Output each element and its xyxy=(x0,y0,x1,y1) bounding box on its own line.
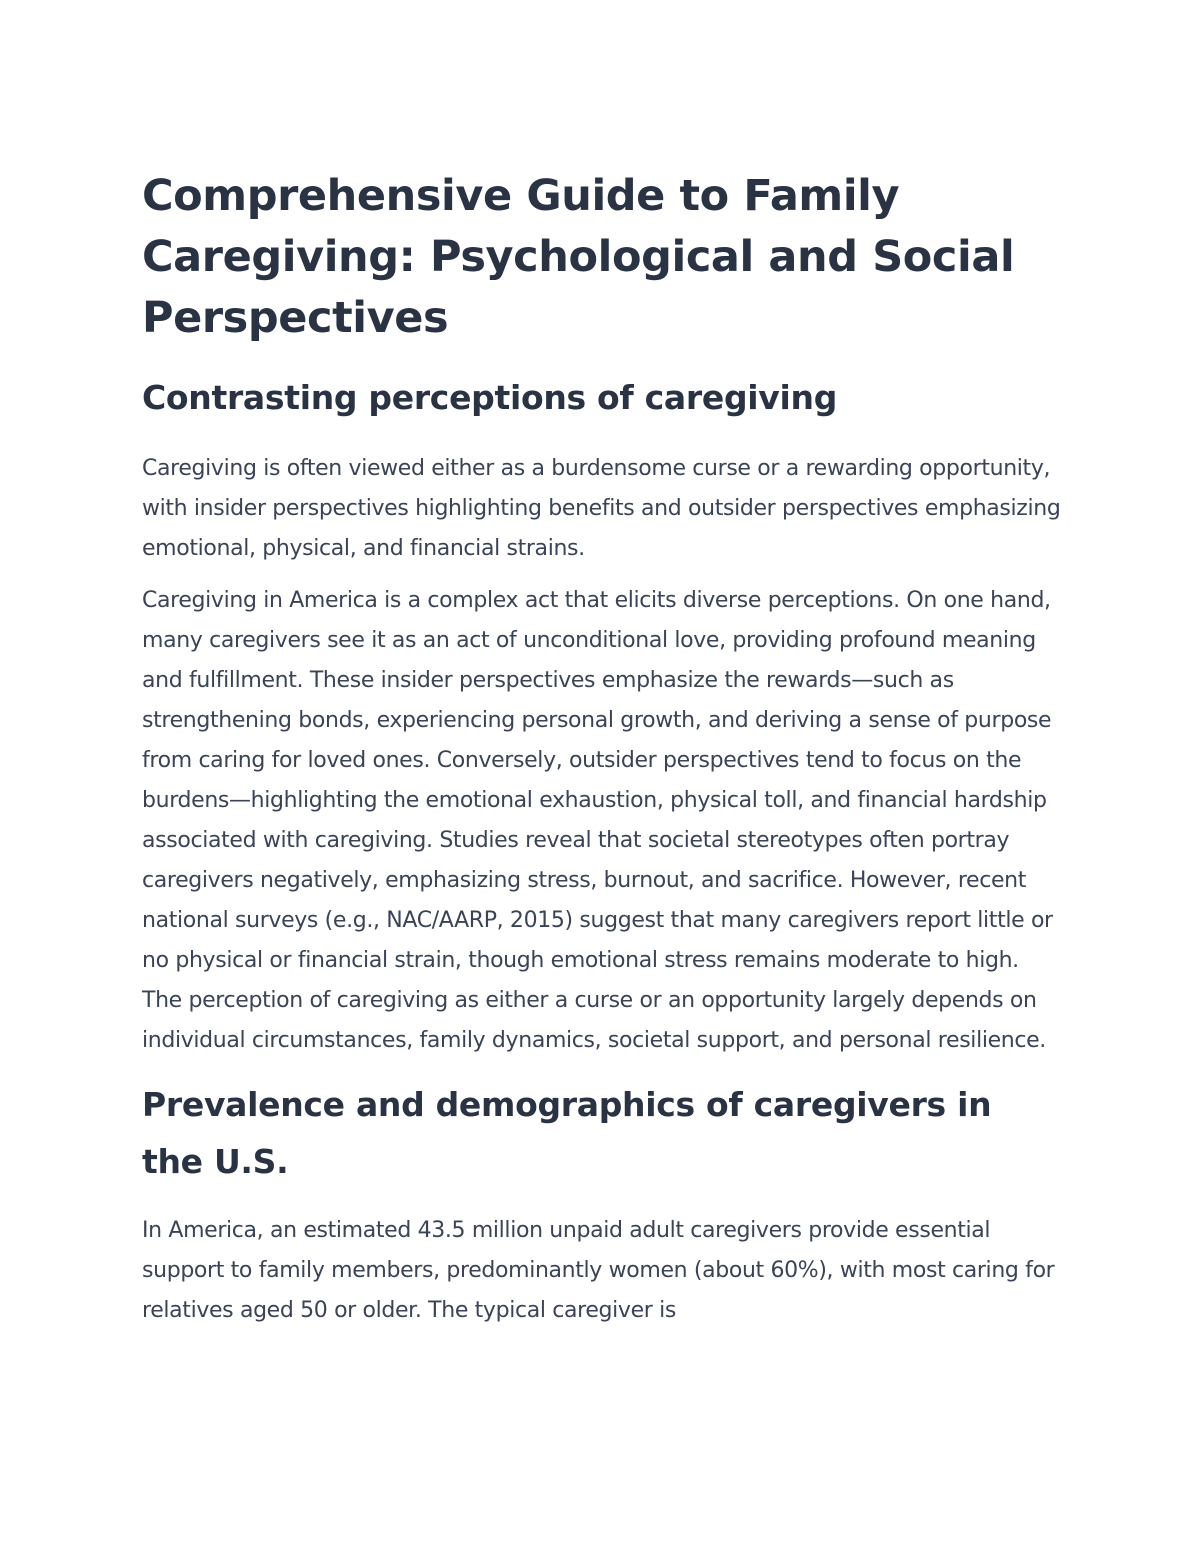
section-body-paragraph: Caregiving in America is a complex act that elicits diverse perceptions. On one hand, many caregivers see it as an act of unconditional love, providing profound meaning and fulfillment. These insider perspectives emphasize the rewards—such as strengthening bonds, experiencing personal growth, and deriving a sense of purpose from caring for loved ones. Conversely, outsider perspectives tend to focus on the burdens—highlighting the emotional exhaustion, physical toll, and financial hardship associated with caregiving. Studies reveal that societal stereotypes often portray caregivers negatively, emphasizing stress, burnout, and sacrifice. However, recent national surveys (e.g., NAC/AARP, 2015) suggest that many caregivers report little or no physical or financial strain, though emotional stress remains moderate to high. The perception of caregiving as either a curse or an opportunity largely depends on individual circumstances, family dynamics, societal support, and personal resilience. xyxy=(142,588,1053,1053)
section-heading-perceptions: Contrasting perceptions of caregiving xyxy=(142,378,838,417)
section-summary-paragraph: Caregiving is often viewed either as a burdensome curse or a rewarding opportunity, with insider perspectives highlighting benefits and outsider perspectives emphasizing emotional, physical, and financial strains. xyxy=(142,456,1061,561)
section-body-paragraph: In America, an estimated 43.5 million unpaid adult caregivers provide essential support to family members, predominantly women (about 60%), with most caring for relatives aged 50 or older. The typical caregiver is xyxy=(142,1218,1055,1323)
document-title: Comprehensive Guide to Family Caregiving: Psychological and Social Perspectives xyxy=(142,171,1015,343)
section-heading-prevalence: Prevalence and demographics of caregivers in the U.S. xyxy=(142,1085,992,1181)
document-page xyxy=(142,166,1062,1331)
